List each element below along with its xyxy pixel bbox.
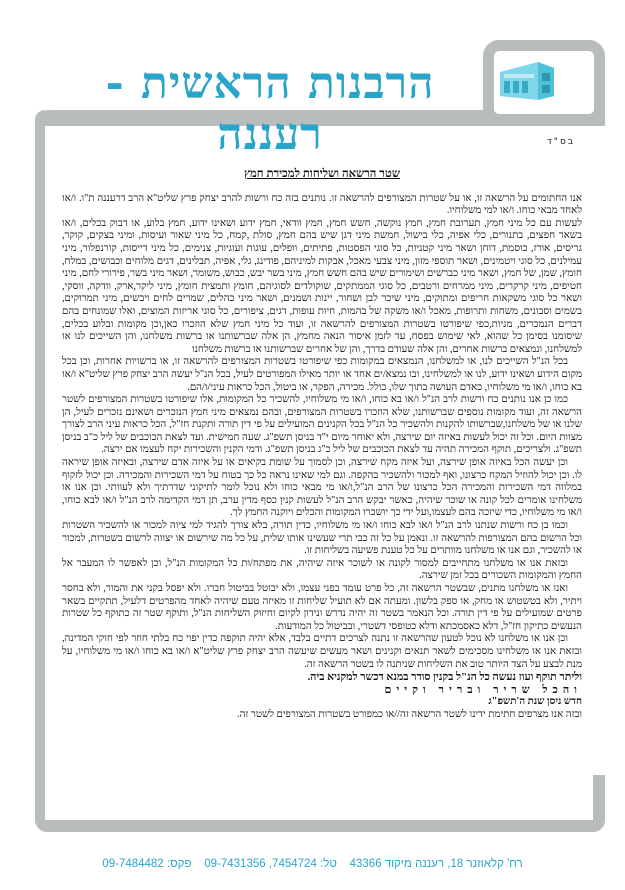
paragraph-keys: ובזאת אנו או משלחנו מתחייבים למסור לקונה או לשוכר איזה שיהיה, את מפתח/ות כל המקומות הנ"ל, וכן לאפשר לו המעבר אל החמץ והמקומות השכורים בכל זמן שירצה. xyxy=(62,557,582,582)
letterhead-frame-bottom xyxy=(35,820,605,832)
footer-address: רח' קלאוזנר 18, רעננה מיקוד 43366 xyxy=(349,858,523,870)
bsd-marker: בס"ד xyxy=(546,137,575,147)
paragraph-rental: כמו כן אנו נותנים כח ורשות לרב הנ"ל ו/או בא כוחו, ו/או מי משלוחיו, להשכיר כל המקומות, אלו שיפורטו בשטרות המצורפים לשטר הרשאה זה, ועוד מקומות נוספים שברשותנו, שלא הוזכרו בשטרות המצורפים, ובהם נמצאים מיני חמץ הנזכרים ושאינם נזכרים לעיל, הן שלנו או של משלחנו,שברשותו להקנות ולהשכיר כל הנ"ל בכל הקנינים המועילים על פי דין תורה ותקנת חז"ל, הכל כראות עיני הרב לצורך מצוות היום. וכל זה יכול לעשות באיזה יום שירצה, ולא יאוחר מיום י"ד בניסן תשפ"ג. שעה חמישית. ועד לצאת הכוכבים של ליל כ"ב בניסן תשפ"ג. ולצריכים, תוקף המכירה תהיה עד לצאת הכוכבים של ליל כ"ג בניסן תשפ"ג. ודמי הקנין והשכירות יקח לעצמו אם ירצה. xyxy=(62,394,582,456)
document-body xyxy=(62,168,582,722)
footer-phone-label: טל: xyxy=(320,858,337,870)
closing-formula: והכל שריר ובריר וקיים xyxy=(384,683,582,696)
paragraph-terms: וכן יעשה הכל באיזה אופן שירצה, ועל איזה מקח שירצה, וכן לסמוך על שומת בקיאים או על איזה אדם שירצה, ובאיזה אופן שיראה לו. וכן יכול להוזיל המקח כרצונו, ואף למכור ולהשכיר בהקפה. וגם למי שאינו נראה כל כך בטוח על דמי השכירות והמכירה. וכן יכול לזקוף במלווה דמי השכירות והמכירה הכל כרצונו של הרב הנ"ל,ו/או מי מבאי כוחו ולא נוכל לומר לתיקוני שדרתיך ולא לעוותי. וכן אנו או משלחינו אומרים לכל קונה או שוכר שיהיה, כאשר יבקש הרב הנ"ל לעשות קנין כסף מדין ערב, תן דמי הקדימה לרב הנ"ל ו/או לבא כוחו, ו/או מי משלוחיו, כדי שיזכה בהם לעצמו,ועל ידי כך יושכרו המקומות והכלים ויוקנה החמץ לך. xyxy=(62,457,582,519)
letterhead-frame-left xyxy=(35,110,45,830)
paragraph-authority: וכמו בן כח ורשות שנתנו לרב הנ"ל ו/או לבא כוחו ו/או מי משלוחיו, כדין תורה, בלא צורך להגיד למי ציוה למכור או להשכיר השטרות וכל הרשום בהם המצורפות להרשאה זו. ונאמן על כל זה כבי תרי שעשינו אותו שלית, על כל מה שירשום או יצווה לרשום בשטרות, למכור או להשכיר, וגם אנו או משלחנו מוותרים על כל טענת פשיעה בשליחות זו. xyxy=(62,520,582,557)
building-logo-icon xyxy=(498,58,556,102)
paragraph-locations: בכל הנ"ל השייכים לנו, או למשלחנו, הנמצאים במקומות כפי שיפורטו בשטרות המצורפים להרשאה זו, או ברשויות אחרות, וכן בכל מקום הידוע ושאינו ידוע, לנו או למשלחינו, ובו נמצא/ים אחד או יותר מאילו המפורטים לעיל, בכל הנ"ל יעשה הרב יצחק פרץ שליט"א ו/או בא כוחו, ו/או מי משלוחיו, כאדם העושה בתוך שלו, כולל. מכירה, הפקר, או ביטול, הכל כראות עיני/ו/הם. xyxy=(62,356,582,393)
closing-statement: וליתר תוקף ועוז נעשה כל הנ"ל בקנין סודר במנא דכשר למקניא ביה. xyxy=(307,671,582,684)
page-title: הרבנות הראשית - רעננה xyxy=(105,58,435,160)
footer-contact xyxy=(0,858,625,870)
paragraph-conditions: ואנו או משלחנו מתנים, שבשטר הרשאה זה, כל פרט עומד בפני עצמו, ולא יבוטל בביטול חברו. ולא יפסל בקני את והמור, ולא בחסר ויתיר, ולא בטשטוש או מחק, או ספק בלשון. ומעתה אם לא תועיל שליחות זו מאיזה טעם שיהיה לאחד מהפרטים דלעיל, תתקיים בשאר פרטים שמועילים על פי דין תורה. וכל הנאמר בשטר זה יהיה נדרש ונידון לקיום וחיזוק השליחות הנ"ל, ותוקף שטר זה כתוקף כל שטרות הנעשים כתיקון חז"ל, דלא כאסמכתא ודלא כטופסי דשטרי, ובביטול כל המודעות. xyxy=(62,583,582,632)
letterhead-frame-right xyxy=(593,775,605,832)
footer-fax-label: פקס: xyxy=(166,858,192,870)
paragraph-items: לעשות עם כל מיני חמץ, תערובת חמץ, חמץ נוקשה, חשש חמץ, חמץ וודאי, חמץ ידוע ושאינו ידוע, חמץ בלוע, או דבוק בכלים, ו/או בשאר חפצים, בתנורים, כלי אפיה, כלי בישול, חמשת מיני דגן שיש בהם חמץ, סולת ,קמח, כל מיני שאור ועיסות, ומיני בצקים, קוקר, גריסים, אורז, כוסמת, דוחן ושאר מיני קטניות, כל סוגי הפסטות, פתיתים, וופלים, עוגות ועוגיות, צנימים, כל מיני דייסות, קורנפלור, מיני עמילנים, כל סוגי ויטמינים, ושאר תוספי מזון, מיני צבעי מאכל, אבקות למיניהם, פודינג, גלי, אפיה, תבלינים, דגים מלוחים וכבושים, במלח, חומץ, שמן, של חמץ, ושאר מיני כברשים ושימורים שיש בהם חשש חמץ, מיני בשר יבש, כבוש, משומר, ושאר מיני בשר, פירורי לחם, מיני חטיפים, מיני קרקרים, מיני ממרחים ורטבים, כל סוגי הממתקים, שוקולדים לסוגיהם, חומץ ותמצית חומץ, מיני ליקר,ארק, וודקה, ווסקי, ושאר כל סוגי משקאות חריפים ומתוקים, מיני שיכר לבן ושחור, יינות ושמנים, ושאר מיני כהלים, שמרים לחים ויבשים, מיני תמרוקים, בשמים וסבונים, משחות ותרופות, מאכל ו/או משקה של בהמות, חיות עופות, דגים, ציפורים, כל סוגי אריזות המוצים, ואלו שמונחים בהם דברים הנמכרים, מניות,כפי שיפורטו בשטרות המצורפים להרשאה זו, ועוד כל מיני חמץ שלא הוזכרו כאן,וכן מקומות ובלוע בכלים, שיסומנו בסימן כל שהוא, לאי שימוש בפסח, עד לזמן איסור הנאה מחמץ, הן אלה שברשותנו או ברשות משלחנו, והן השייכים לנו או למשלחנו, ונמצאים ברשות אחרים, והן אלה שעודם בדרך, והן של אחרים שברשותנו או ברשות משלחנו xyxy=(62,217,582,355)
document-date: חדש ניסן שנת ה'תשפ"ג xyxy=(488,696,582,708)
paragraph-intro: אנו החתומים על הרשאה זו, או על שטרות המצורפים להרשאה זו. נותנים בזה כח ורשות להרב יצחק פרץ שליט"א הרב דרעננה ת"ו. ו/או לאחד מבאי כוחו. ו/או למי משלוחיו. xyxy=(62,192,582,217)
paragraph-legal: וכן אנו או משלחנו לא נוכל לטעון שהרשאה זו נתנה לצרכים דתיים בלבד, אלא יהיה תוקפה כדין יפוי כח בלתי חוזר לפי חוקי המדינה, ובזאת אנו או משלחינו מסכימים לשאר תנאים וקנינים ושאר מעשים שיעשה הרב יצחק פרץ שליט"א ו/או בא כוחו ו/או מי משלוחיו, על מנת לבצע על הצד היותר טוב את השליחות שניתנה לו בשטר הרשאה זה. xyxy=(62,633,582,670)
document-title: שטר הרשאה ושליחות למכירת חמץ xyxy=(244,168,400,180)
footer-fax: 09-7484482 xyxy=(102,858,164,870)
footer-phones: 7454724, 09-7431356 xyxy=(204,858,317,870)
signature-note: ובזה אנו מצרפים חתימת ידינו לשטר הרשאה זה//או כמפורט בשטרות המצורפים לשטר זה. xyxy=(237,708,582,720)
